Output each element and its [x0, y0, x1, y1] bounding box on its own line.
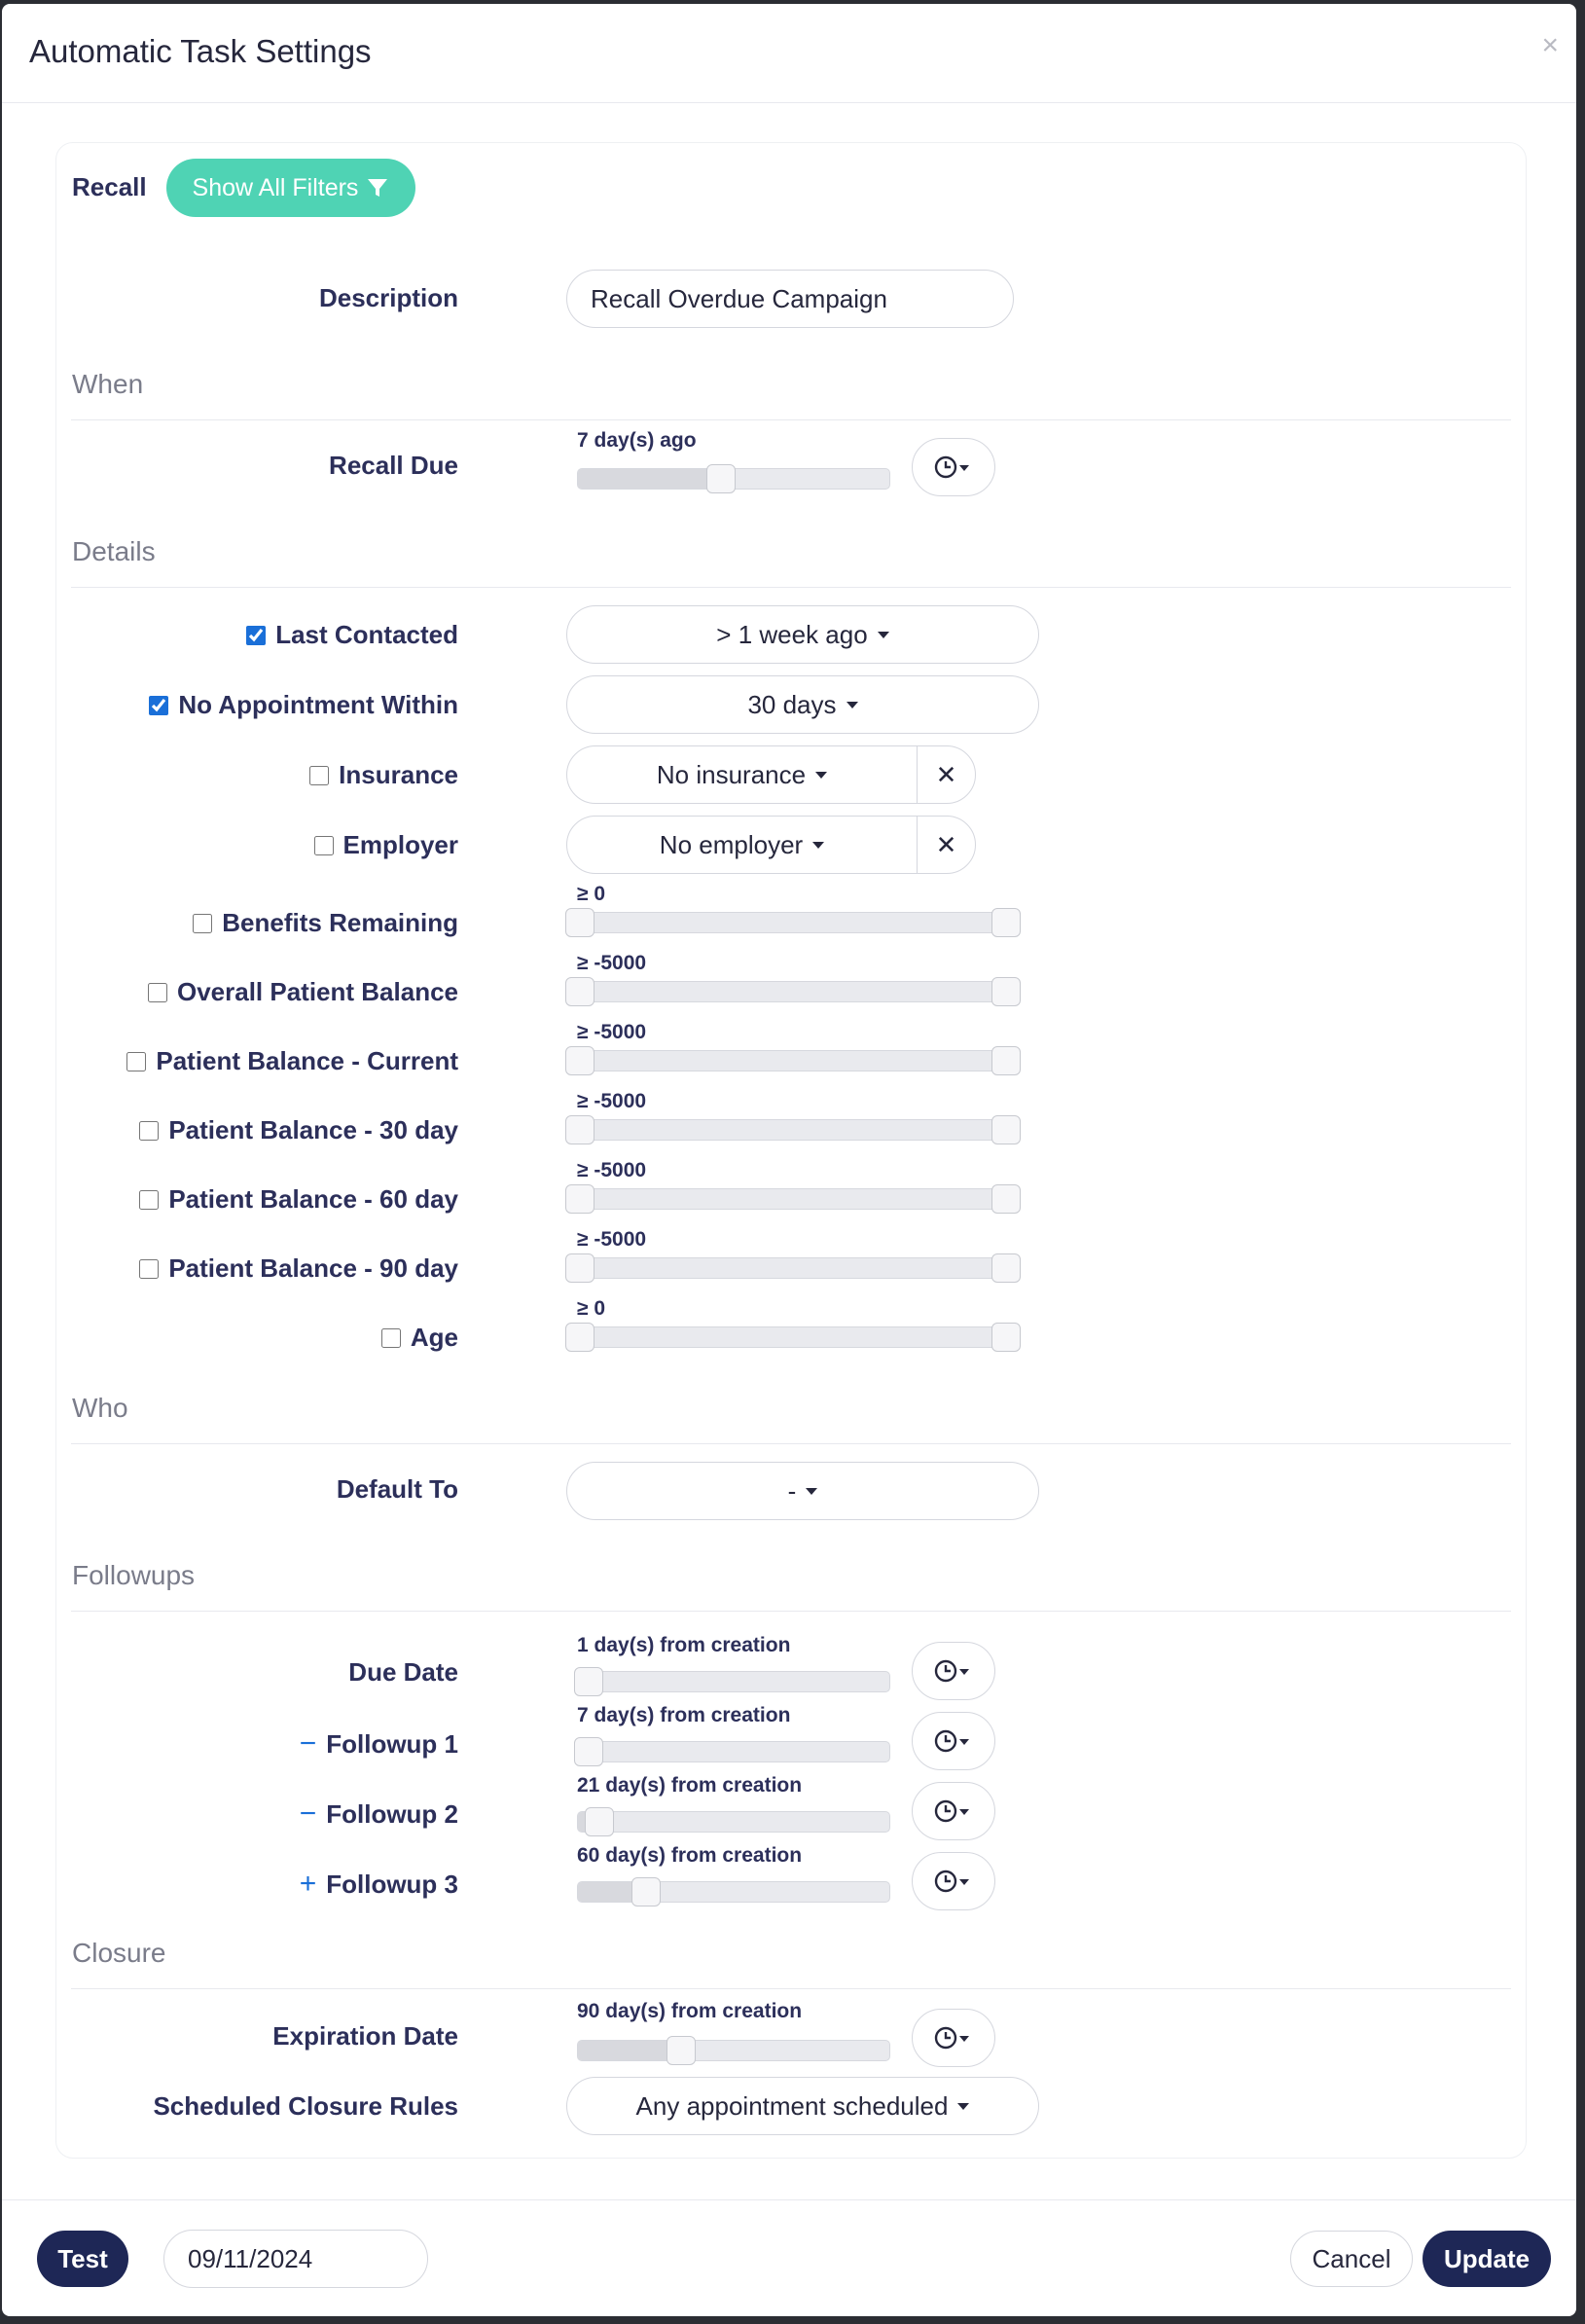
range-filter-caption: ≥ -5000 [577, 1090, 647, 1112]
followup-clock-button[interactable] [912, 1712, 995, 1770]
clock-icon [934, 1728, 973, 1754]
last-contacted-checkbox[interactable] [246, 626, 266, 645]
range-max-handle[interactable] [991, 1046, 1021, 1075]
range-filter-slider[interactable] [566, 912, 1020, 933]
clock-icon [934, 2025, 973, 2051]
filter-icon [366, 176, 389, 200]
followup-clock-button[interactable] [912, 1642, 995, 1700]
divider [71, 587, 1511, 588]
followup-row-label [300, 1727, 458, 1761]
range-filter-checkbox[interactable] [126, 1052, 146, 1071]
section-followups-title: Followups [72, 1560, 196, 1590]
range-filter-row-label[interactable] [139, 1115, 458, 1145]
chevron-down-icon [878, 632, 889, 638]
range-min-handle[interactable] [565, 1115, 594, 1144]
update-button[interactable]: Update [1423, 2231, 1551, 2287]
range-max-handle[interactable] [991, 1323, 1021, 1352]
clock-icon [934, 1658, 973, 1684]
description-label: Description [318, 283, 458, 312]
test-button[interactable]: Test [37, 2231, 128, 2287]
task-type-label: Recall [72, 172, 147, 201]
followup-label: Followup 2 [326, 1798, 458, 1829]
range-filter-slider[interactable] [566, 1326, 1020, 1348]
modal-footer [2, 2199, 1576, 2316]
last-contacted-dropdown[interactable] [566, 605, 1039, 664]
followup-row-label [300, 1868, 458, 1901]
slider-fill [578, 2041, 681, 2060]
range-filter-checkbox[interactable] [139, 1259, 159, 1279]
insurance-checkbox[interactable] [309, 766, 329, 785]
default-to-label: Default To [336, 1474, 458, 1504]
employer-checkbox[interactable] [314, 836, 334, 855]
no-appointment-label: No Appointment Within [178, 690, 458, 719]
range-filter-slider[interactable] [566, 1257, 1020, 1279]
scheduled-closure-rules-value: Any appointment scheduled [635, 2090, 949, 2121]
employer-dropdown[interactable] [567, 830, 917, 860]
remove-icon[interactable]: − [299, 1797, 317, 1830]
range-filter-row-label[interactable] [139, 1184, 458, 1215]
automatic-task-settings-modal [2, 4, 1576, 2316]
show-all-filters-button[interactable] [166, 159, 415, 217]
default-to-dropdown[interactable] [566, 1462, 1039, 1520]
range-filter-caption: ≥ 0 [577, 883, 606, 905]
range-min-handle[interactable] [565, 1323, 594, 1352]
expiration-date-clock-button[interactable] [912, 2009, 995, 2067]
followup-caption: 1 day(s) from creation [577, 1634, 791, 1656]
followup-label: Followup 3 [326, 1869, 458, 1899]
followup-row-label [300, 1797, 458, 1831]
range-filter-caption: ≥ 0 [577, 1297, 606, 1320]
followup-clock-button[interactable] [912, 1782, 995, 1840]
followup-slider[interactable] [577, 1811, 890, 1833]
section-who-title: Who [72, 1393, 128, 1423]
chevron-down-icon [847, 702, 858, 708]
section-details-title: Details [72, 536, 156, 566]
range-min-handle[interactable] [565, 1253, 594, 1283]
range-filter-label: Patient Balance - 60 day [168, 1184, 458, 1214]
range-filter-label: Patient Balance - Current [156, 1046, 458, 1075]
employer-label: Employer [342, 830, 458, 859]
recall-due-clock-button[interactable] [912, 438, 995, 496]
range-filter-row-label[interactable] [139, 1253, 458, 1284]
range-min-handle[interactable] [565, 1046, 594, 1075]
chevron-down-icon [812, 842, 824, 849]
slider-handle[interactable] [574, 1737, 603, 1766]
range-filter-slider[interactable] [566, 1119, 1020, 1141]
no-appointment-checkbox[interactable] [149, 696, 168, 715]
expiration-date-caption: 90 day(s) from creation [577, 2000, 803, 2022]
range-filter-caption: ≥ -5000 [577, 1159, 647, 1181]
range-min-handle[interactable] [565, 1184, 594, 1214]
range-max-handle[interactable] [991, 1253, 1021, 1283]
last-contacted-row-label[interactable] [246, 620, 458, 650]
range-filter-label: Patient Balance - 90 day [168, 1253, 458, 1283]
settings-card [55, 142, 1527, 2159]
slider-handle[interactable] [631, 1877, 661, 1906]
range-max-handle[interactable] [991, 1184, 1021, 1214]
show-all-filters-label: Show All Filters [192, 173, 359, 201]
range-filter-checkbox[interactable] [148, 983, 167, 1002]
divider [71, 1443, 1511, 1444]
add-icon[interactable]: + [299, 1868, 317, 1900]
range-max-handle[interactable] [991, 908, 1021, 937]
insurance-dropdown[interactable] [567, 760, 917, 790]
slider-handle[interactable] [574, 1667, 603, 1696]
insurance-label: Insurance [339, 760, 458, 789]
divider [71, 1611, 1511, 1612]
description-input[interactable] [566, 270, 1014, 328]
employer-value: No employer [659, 829, 804, 859]
range-filter-label: Benefits Remaining [222, 908, 458, 937]
close-icon[interactable]: × [1541, 29, 1559, 61]
recall-due-slider[interactable] [577, 468, 890, 490]
slider-handle[interactable] [585, 1807, 614, 1836]
chevron-down-icon [957, 2103, 969, 2110]
range-min-handle[interactable] [565, 977, 594, 1006]
scheduled-closure-rules-label: Scheduled Closure Rules [153, 2091, 458, 2121]
range-min-handle[interactable] [565, 908, 594, 937]
expiration-date-label: Expiration Date [272, 2021, 458, 2051]
chevron-down-icon [815, 772, 827, 779]
range-max-handle[interactable] [991, 1115, 1021, 1144]
divider [71, 419, 1511, 420]
followup-slider[interactable] [577, 1671, 890, 1692]
range-filter-slider[interactable] [566, 1188, 1020, 1210]
cancel-button[interactable]: Cancel [1290, 2231, 1413, 2287]
insurance-dropdown-group [566, 745, 976, 804]
section-closure-title: Closure [72, 1938, 166, 1968]
insurance-clear-icon[interactable]: ✕ [917, 746, 975, 803]
slider-handle[interactable] [666, 2036, 696, 2065]
followup-caption: 21 day(s) from creation [577, 1774, 803, 1797]
range-filter-row-label[interactable] [126, 1046, 458, 1076]
followup-label: Followup 1 [326, 1728, 458, 1759]
range-filter-row-label[interactable] [193, 908, 458, 938]
range-filter-label: Age [410, 1323, 458, 1352]
divider [71, 1988, 1511, 1989]
scheduled-closure-rules-dropdown[interactable] [566, 2077, 1039, 2135]
range-filter-caption: ≥ -5000 [577, 1021, 647, 1043]
insurance-row-label[interactable] [309, 760, 458, 790]
last-contacted-label: Last Contacted [275, 620, 458, 649]
employer-clear-icon[interactable]: ✕ [917, 817, 975, 873]
expiration-date-slider[interactable] [577, 2040, 890, 2061]
slider-handle[interactable] [706, 464, 736, 493]
clock-icon [934, 1869, 973, 1894]
remove-icon[interactable]: − [299, 1727, 317, 1760]
chevron-down-icon [806, 1488, 817, 1495]
modal-header [2, 4, 1576, 103]
followup-row-label [348, 1657, 458, 1688]
followup-label: Due Date [348, 1657, 458, 1687]
clock-icon [934, 454, 973, 480]
range-filter-row-label[interactable] [381, 1323, 458, 1353]
recall-due-label: Recall Due [329, 451, 458, 480]
range-filter-slider[interactable] [566, 981, 1020, 1002]
range-filter-label: Overall Patient Balance [176, 977, 458, 1006]
section-when-title: When [72, 369, 144, 399]
no-appointment-dropdown[interactable] [566, 675, 1039, 734]
slider-fill [578, 469, 721, 489]
no-appointment-row-label[interactable] [149, 690, 458, 720]
recall-due-caption: 7 day(s) ago [577, 429, 697, 452]
test-date-input[interactable] [163, 2230, 428, 2288]
range-filter-checkbox[interactable] [381, 1328, 401, 1348]
range-filter-slider[interactable] [566, 1050, 1020, 1071]
range-filter-checkbox[interactable] [193, 914, 212, 933]
clock-icon [934, 1798, 973, 1824]
range-filter-row-label[interactable] [148, 977, 458, 1007]
followup-caption: 7 day(s) from creation [577, 1704, 791, 1726]
insurance-value: No insurance [656, 759, 807, 789]
range-filter-caption: ≥ -5000 [577, 952, 647, 974]
followup-slider[interactable] [577, 1741, 890, 1762]
followup-slider[interactable] [577, 1881, 890, 1903]
range-filter-checkbox[interactable] [139, 1190, 159, 1210]
range-filter-label: Patient Balance - 30 day [168, 1115, 458, 1144]
employer-dropdown-group [566, 816, 976, 874]
modal-title: Automatic Task Settings [29, 33, 372, 69]
range-filter-checkbox[interactable] [139, 1121, 159, 1141]
last-contacted-value: > 1 week ago [716, 619, 868, 649]
followup-caption: 60 day(s) from creation [577, 1844, 803, 1867]
employer-row-label[interactable] [314, 830, 459, 860]
default-to-value: - [787, 1475, 797, 1506]
range-max-handle[interactable] [991, 977, 1021, 1006]
no-appointment-value: 30 days [747, 689, 837, 719]
range-filter-caption: ≥ -5000 [577, 1228, 647, 1251]
followup-clock-button[interactable] [912, 1852, 995, 1910]
